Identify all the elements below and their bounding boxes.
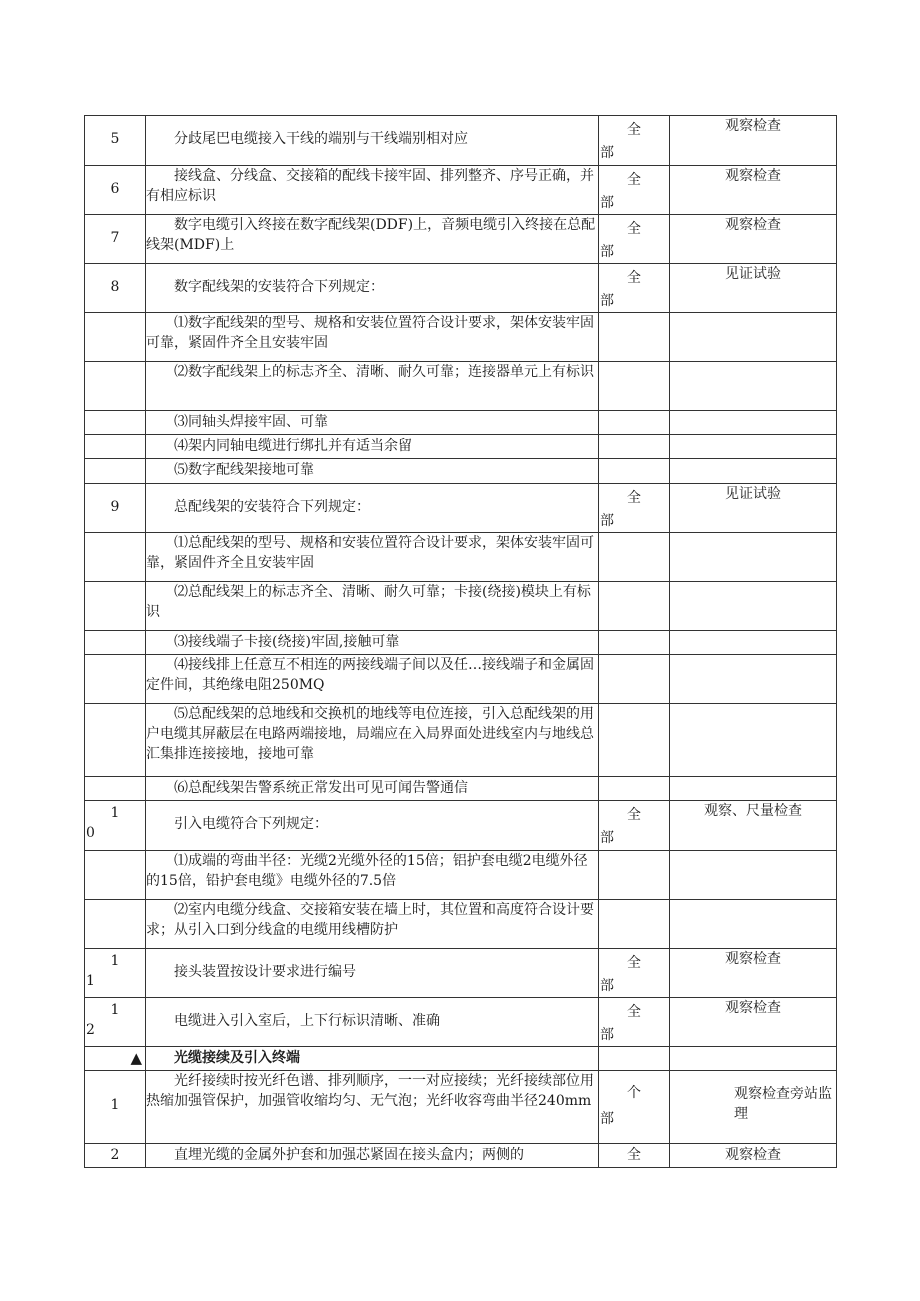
- table-row: [85, 655, 837, 704]
- item-method: 见证试验: [670, 484, 837, 533]
- empty-cell: [599, 411, 670, 435]
- scope-line-1: 全: [627, 955, 641, 971]
- empty-cell: [85, 435, 146, 459]
- item-number: 8: [85, 264, 146, 313]
- item-description: 光纤接续时按光纤色谱、排列顺序，一一对应接续；光纤接续部位用热缩加强管保护，加强管收缩均匀、无气泡；光纤收容弯曲半径240mm: [146, 1071, 599, 1144]
- triangle-icon: ▲: [130, 1049, 142, 1067]
- item-description: ⑴成端的弯曲半径：光缆2光缆外径的15倍；铝护套电缆2电缆外径的15倍，铅护套电缆》电缆外径的7.5倍: [146, 851, 599, 900]
- scope-line-2: 部: [600, 195, 614, 211]
- scope-line-1: 全: [627, 1004, 641, 1020]
- item-scope: [599, 166, 670, 215]
- item-description: 引入电缆符合下列规定：: [146, 801, 599, 851]
- empty-cell: [85, 459, 146, 484]
- scope-line-2: 部: [600, 244, 614, 260]
- empty-cell: [670, 313, 837, 362]
- scope-line-2: 部: [600, 1027, 614, 1043]
- item-scope: [599, 949, 670, 998]
- empty-cell: [599, 533, 670, 582]
- item-number: [85, 949, 146, 998]
- item-number-line-1: 1: [110, 1002, 120, 1018]
- empty-cell: [670, 533, 837, 582]
- empty-cell: [85, 655, 146, 704]
- empty-cell: [670, 900, 837, 949]
- empty-cell: [85, 313, 146, 362]
- empty-cell: [599, 313, 670, 362]
- item-number: 1: [85, 1071, 146, 1144]
- item-description: ⑸总配线架的总地线和交换机的地线等电位连接，引入总配线架的用户电缆其屏蔽层在电路两端接地，局端应在入局界面处进线室内与地线总汇集排连接接地，接地可靠: [146, 704, 599, 777]
- empty-cell: [599, 631, 670, 655]
- section-marker: [85, 1047, 146, 1071]
- item-scope: [599, 998, 670, 1047]
- item-number-line-2: 0: [86, 825, 95, 841]
- item-method: 观察检查: [670, 215, 837, 264]
- item-description: ⑹总配线架告警系统正常发出可见可闻告警通信: [146, 777, 599, 801]
- scope-line-1: 全: [627, 172, 641, 188]
- empty-cell: [85, 362, 146, 411]
- empty-cell: [85, 851, 146, 900]
- empty-cell: [670, 1047, 837, 1071]
- table-row: [85, 116, 837, 166]
- table-row: [85, 435, 837, 459]
- item-description: 数字电缆引入终接在数字配线架(DDF)上，音频电缆引入终接在总配线架(MDF)上: [146, 215, 599, 264]
- scope-line-1: 全: [627, 221, 641, 237]
- item-number: [85, 801, 146, 851]
- empty-cell: [670, 459, 837, 484]
- table-row: [85, 411, 837, 435]
- empty-cell: [85, 411, 146, 435]
- table-row: [85, 484, 837, 533]
- item-number: 5: [85, 116, 146, 166]
- empty-cell: [599, 459, 670, 484]
- empty-cell: [85, 777, 146, 801]
- empty-cell: [670, 411, 837, 435]
- empty-cell: [599, 900, 670, 949]
- item-description: 接头装置按设计要求进行编号: [146, 949, 599, 998]
- item-scope: [599, 1071, 670, 1144]
- item-description: ⑶同轴头焊接牢固、可靠: [146, 411, 599, 435]
- item-description: ⑵数字配线架上的标志齐全、清晰、耐久可靠；连接器单元上有标识: [146, 362, 599, 411]
- table-row: [85, 1144, 837, 1168]
- empty-cell: [85, 704, 146, 777]
- item-scope: [599, 215, 670, 264]
- item-scope: [599, 801, 670, 851]
- empty-cell: [599, 435, 670, 459]
- scope-line-1: 全: [627, 1147, 641, 1163]
- scope-line-1: 全: [627, 122, 641, 138]
- scope-line-1: 全: [627, 807, 641, 823]
- empty-cell: [670, 435, 837, 459]
- table-row: [85, 582, 837, 631]
- item-description: ⑵总配线架上的标志齐全、清晰、耐久可靠；卡接(绕接)模块上有标识: [146, 582, 599, 631]
- item-description: 电缆进入引入室后，上下行标识清晰、准确: [146, 998, 599, 1047]
- item-description: 数字配线架的安装符合下列规定：: [146, 264, 599, 313]
- item-number-line-2: 2: [86, 1022, 95, 1038]
- table-row: [85, 998, 837, 1047]
- empty-cell: [85, 533, 146, 582]
- table-row: [85, 533, 837, 582]
- empty-cell: [599, 704, 670, 777]
- item-scope: [599, 116, 670, 166]
- item-method: 观察检查: [670, 166, 837, 215]
- item-description: ⑸数字配线架接地可靠: [146, 459, 599, 484]
- empty-cell: [599, 777, 670, 801]
- empty-cell: [85, 582, 146, 631]
- item-description: ⑷接线排上任意互不相连的两接线端子间以及任…接线端子和金属固定件间，其绝缘电阻250MQ: [146, 655, 599, 704]
- table-row: [85, 459, 837, 484]
- item-number-line-1: 1: [110, 805, 120, 821]
- item-number: [85, 998, 146, 1047]
- item-method: 观察、尺量检查: [670, 801, 837, 851]
- empty-cell: [599, 362, 670, 411]
- empty-cell: [670, 851, 837, 900]
- scope-line-2: 部: [600, 978, 614, 994]
- item-method: 观察检查: [670, 1144, 837, 1168]
- item-description: 总配线架的安装符合下列规定：: [146, 484, 599, 533]
- section-title: 光缆接续及引入终端: [146, 1047, 599, 1071]
- table-row: [85, 215, 837, 264]
- item-description: ⑷架内同轴电缆进行绑扎并有适当余留: [146, 435, 599, 459]
- item-description: ⑴数字配线架的型号、规格和安装位置符合设计要求，架体安装牢固可靠，紧固件齐全且安装牢固: [146, 313, 599, 362]
- item-number-line-2: 1: [86, 973, 95, 989]
- item-scope: [599, 1144, 670, 1168]
- scope-line-1: 个: [627, 1085, 641, 1101]
- table-row: [85, 631, 837, 655]
- item-description: 直埋光缆的金属外护套和加强芯紧固在接头盒内；两侧的: [146, 1144, 599, 1168]
- item-scope: [599, 484, 670, 533]
- table-row: [85, 166, 837, 215]
- empty-cell: [599, 582, 670, 631]
- item-method: 观察检查: [670, 998, 837, 1047]
- table-row: [85, 264, 837, 313]
- empty-cell: [599, 851, 670, 900]
- table-row: [85, 704, 837, 777]
- empty-cell: [85, 631, 146, 655]
- item-description: 接线盒、分线盒、交接箱的配线卡接牢固、排列整齐、序号正确，并有相应标识: [146, 166, 599, 215]
- scope-line-2: 部: [600, 513, 614, 529]
- item-method: 观察检查: [670, 116, 837, 166]
- table-row: [85, 777, 837, 801]
- table-row: [85, 362, 837, 411]
- empty-cell: [670, 582, 837, 631]
- item-description: ⑶接线端子卡接(绕接)牢固,接触可靠: [146, 631, 599, 655]
- table-row: [85, 801, 837, 851]
- table-row: [85, 1047, 837, 1071]
- scope-line-1: 全: [627, 490, 641, 506]
- empty-cell: [670, 362, 837, 411]
- empty-cell: [599, 655, 670, 704]
- scope-line-1: 全: [627, 270, 641, 286]
- item-description: ⑴总配线架的型号、规格和安装位置符合设计要求，架体安装牢固可靠，紧固件齐全且安装牢固: [146, 533, 599, 582]
- table-row: [85, 851, 837, 900]
- item-description: 分歧尾巴电缆接入干线的端别与干线端别相对应: [146, 116, 599, 166]
- scope-line-2: 部: [600, 1111, 614, 1127]
- table-row: [85, 313, 837, 362]
- item-number-line-1: 1: [110, 953, 120, 969]
- item-number: 7: [85, 215, 146, 264]
- table-row: [85, 949, 837, 998]
- item-number: 6: [85, 166, 146, 215]
- empty-cell: [670, 631, 837, 655]
- item-scope: [599, 264, 670, 313]
- item-method: 见证试验: [670, 264, 837, 313]
- item-number: 9: [85, 484, 146, 533]
- empty-cell: [85, 900, 146, 949]
- item-description: ⑵室内电缆分线盒、交接箱安装在墙上时，其位置和高度符合设计要求；从引入口到分线盒的电缆用线槽防护: [146, 900, 599, 949]
- empty-cell: [670, 655, 837, 704]
- empty-cell: [599, 1047, 670, 1071]
- empty-cell: [670, 704, 837, 777]
- item-method: 观察检查: [670, 949, 837, 998]
- inspection-table: [84, 115, 837, 1168]
- table-row: [85, 900, 837, 949]
- empty-cell: [670, 777, 837, 801]
- table-row: [85, 1071, 837, 1144]
- item-number: 2: [85, 1144, 146, 1168]
- item-method: 观察检查旁站监理: [670, 1071, 837, 1144]
- scope-line-2: 部: [600, 830, 614, 846]
- scope-line-2: 部: [600, 293, 614, 309]
- scope-line-2: 部: [600, 145, 614, 161]
